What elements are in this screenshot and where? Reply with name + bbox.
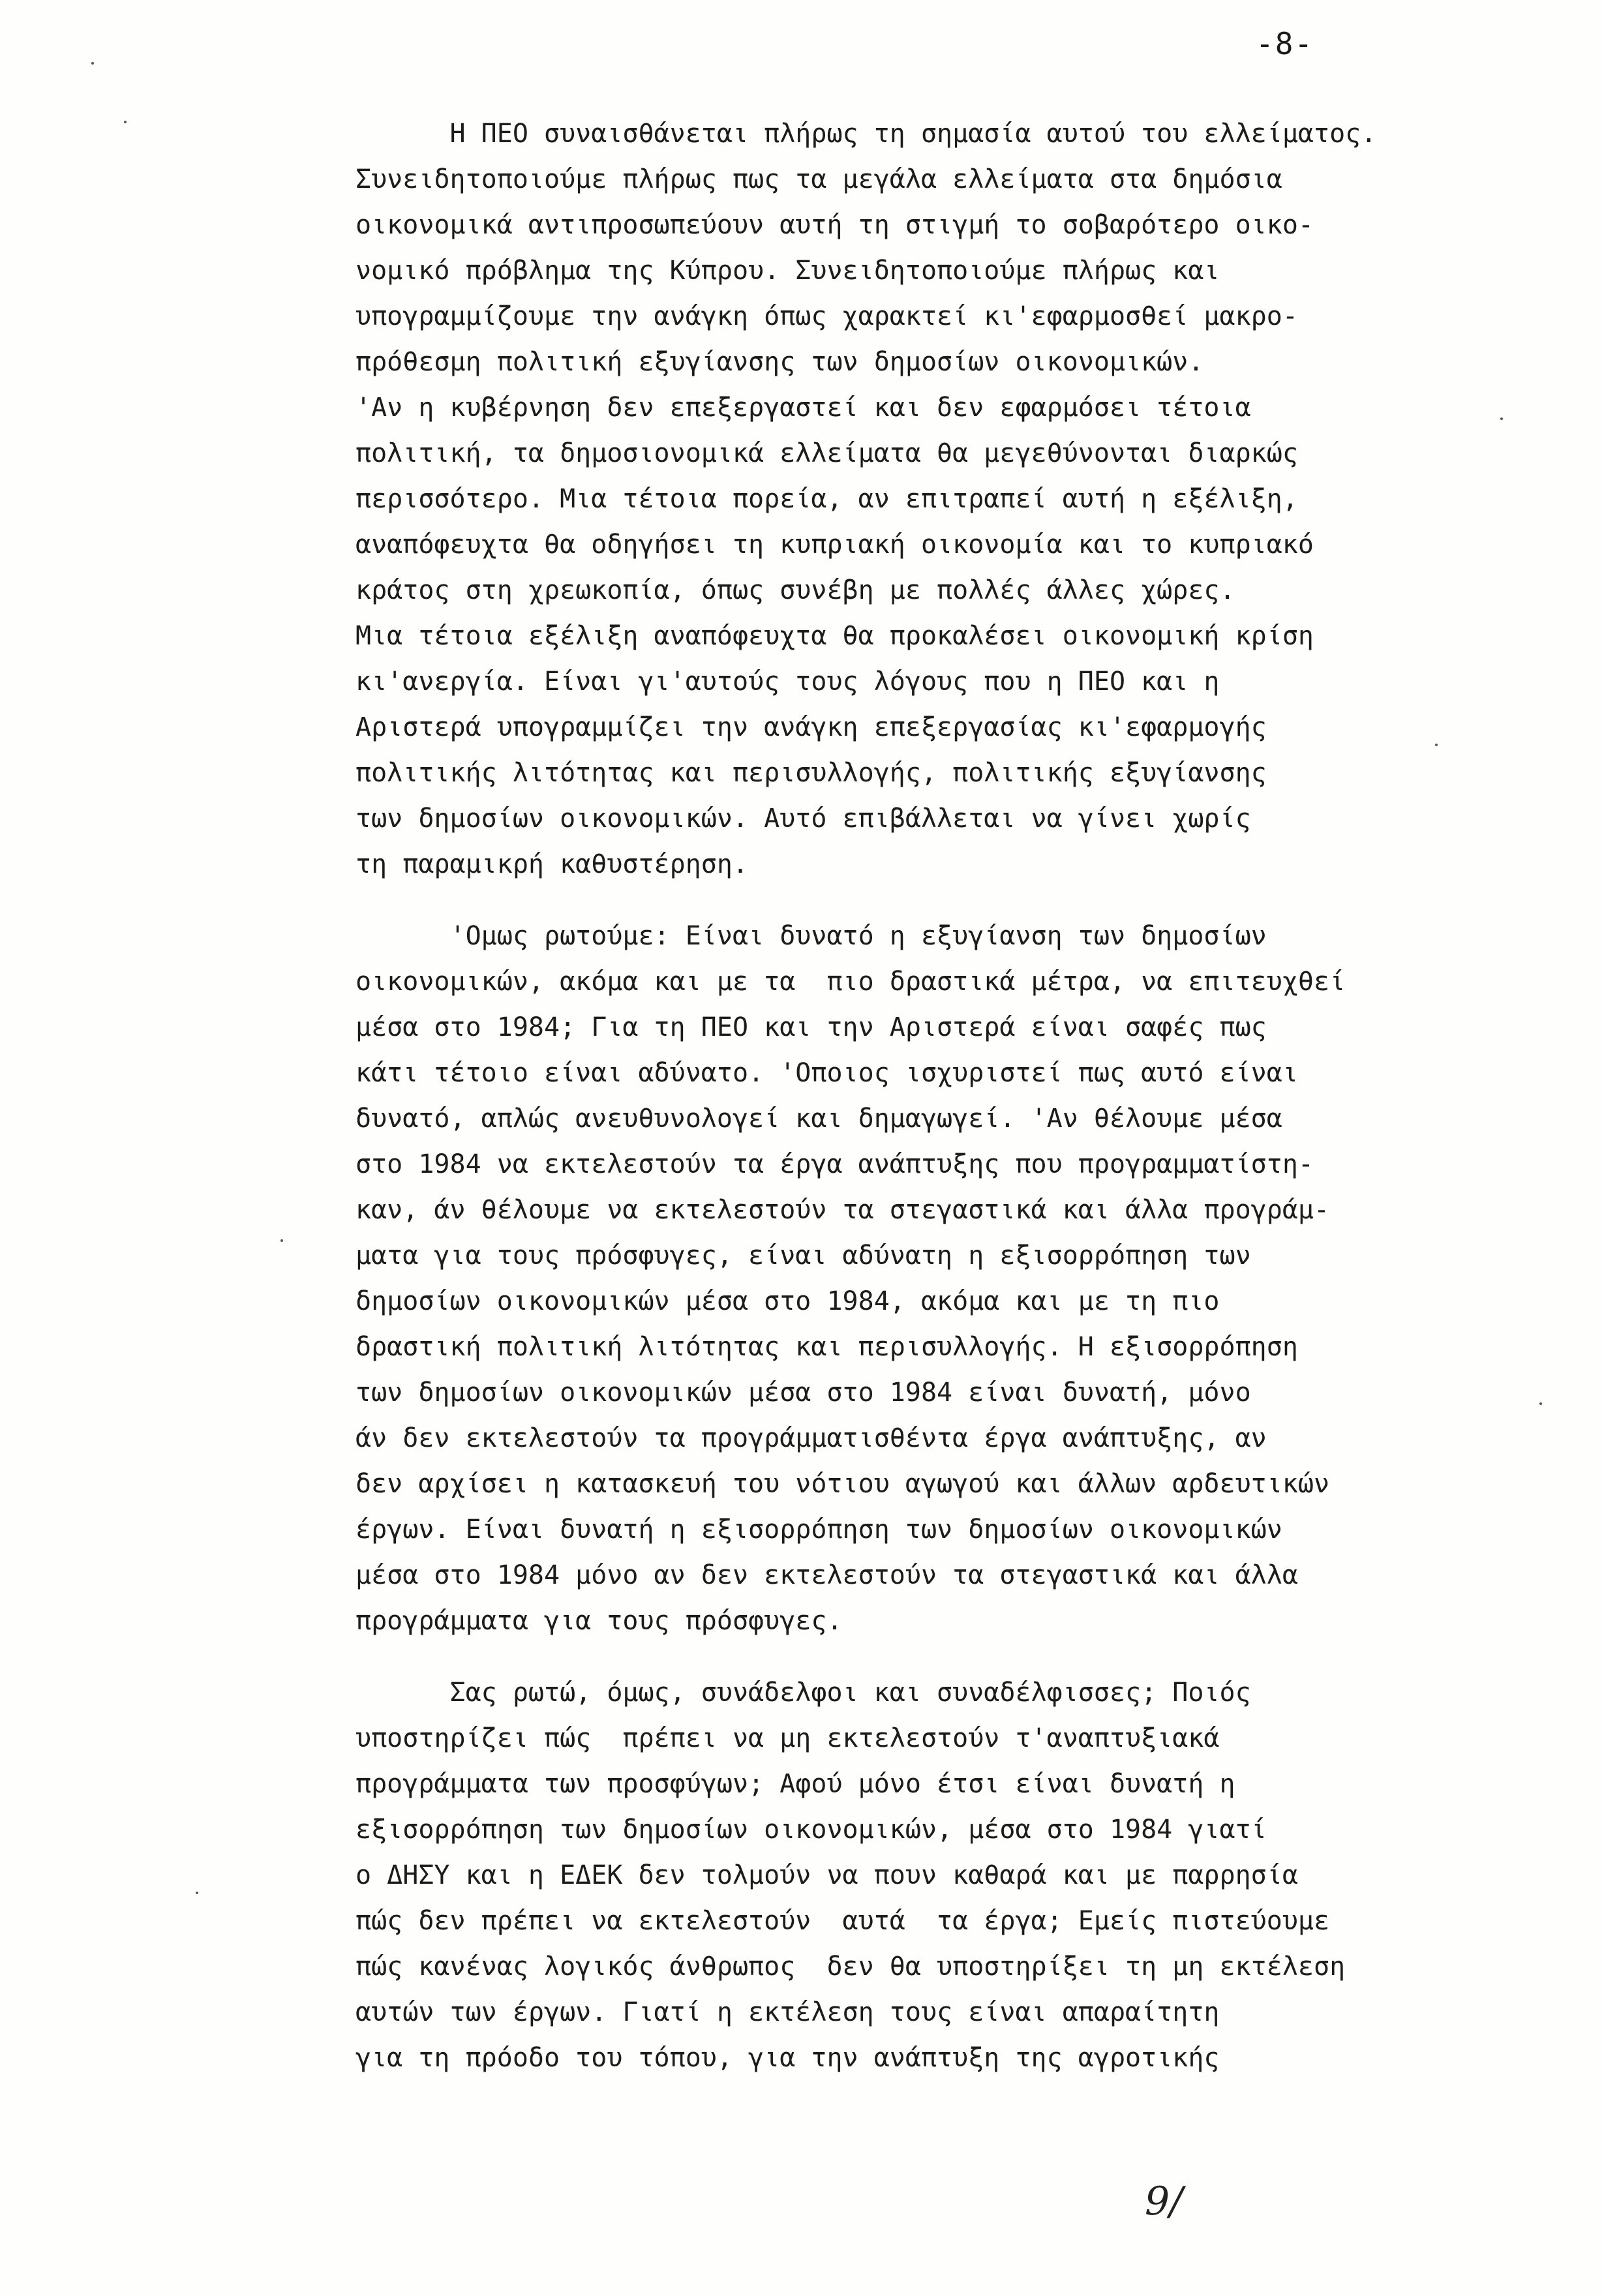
text-line: Συνειδητοποιούμε πλήρως πως τα μεγάλα ελλείματα στα δημόσια <box>356 164 1282 194</box>
scan-speck <box>91 62 94 65</box>
paragraph-spacer <box>356 1644 1582 1670</box>
text-line: Μια τέτοια εξέλιξη αναπόφευχτα θα προκαλέσει οικονομική κρίση <box>356 621 1314 651</box>
text-line: καν, άν θέλουμε να εκτελεστούν τα στεγαστικά και άλλα προγράμ- <box>356 1195 1330 1225</box>
text-line: δυνατό, απλώς ανευθυνολογεί και δημαγωγεί. 'Αν θέλουμε μέσα <box>356 1104 1282 1134</box>
paragraph-3 <box>356 1670 1582 2081</box>
text-line: για τη πρόοδο του τόπου, για την ανάπτυξη της αγροτικής <box>356 2043 1220 2073</box>
text-line: οικονομικά αντιπροσωπεύουν αυτή τη στιγμή το σοβαρότερο οικο- <box>356 210 1314 240</box>
text-line: υπογραμμίζουμε την ανάγκη όπως χαρακτεί κι'εφαρμοσθεί μακρο- <box>356 301 1298 331</box>
text-line: Αριστερά υπογραμμίζει την ανάγκη επεξεργασίας κι'εφαρμογής <box>356 712 1267 742</box>
text-line: Σας ρωτώ, όμως, συνάδελφοι και συναδέλφισσες; Ποιός <box>356 1678 1251 1708</box>
text-line: των δημοσίων οικονομικών. Αυτό επιβάλλεται να γίνει χωρίς <box>356 804 1251 834</box>
text-line: υποστηρίζει πώς πρέπει να μη εκτελεστούν τ'αναπτυξιακά <box>356 1723 1220 1753</box>
text-line: εξισορρόπηση των δημοσίων οικονομικών, μέσα στο 1984 γιατί <box>356 1815 1267 1845</box>
text-line: δεν αρχίσει η κατασκευή του νότιου αγωγού και άλλων αρδευτικών <box>356 1469 1330 1499</box>
text-line: 'Ομως ρωτούμε: Είναι δυνατό η εξυγίανση των δημοσίων <box>356 921 1267 951</box>
text-line: Η ΠΕΟ συναισθάνεται πλήρως τη σημασία αυτού του ελλείματος. <box>356 119 1377 149</box>
text-line: πώς δεν πρέπει να εκτελεστούν αυτά τα έργα; Εμείς πιστεύουμε <box>356 1906 1330 1936</box>
text-line: μέσα στο 1984; Για τη ΠΕΟ και την Αριστερά είναι σαφές πως <box>356 1012 1267 1042</box>
text-line: στο 1984 να εκτελεστούν τα έργα ανάπτυξης που προγραμματίστη- <box>356 1149 1314 1179</box>
text-line: αυτών των έργων. Γιατί η εκτέλεση τους είναι απαραίτητη <box>356 1997 1220 2027</box>
text-line: έργων. Είναι δυνατή η εξισορρόπηση των δημοσίων οικονομικών <box>356 1515 1282 1545</box>
paragraph-2 <box>356 913 1582 1644</box>
text-line: 'Αν η κυβέρνηση δεν επεξεργαστεί και δεν εφαρμόσει τέτοια <box>356 393 1251 423</box>
paragraph-spacer <box>356 887 1582 913</box>
text-line: νομικό πρόβλημα της Κύπρου. Συνειδητοποιούμε πλήρως και <box>356 256 1220 286</box>
text-line: περισσότερο. Μια τέτοια πορεία, αν επιτραπεί αυτή η εξέλιξη, <box>356 484 1298 514</box>
document-body <box>356 111 1582 2081</box>
text-line: κράτος στη χρεωκοπία, όπως συνέβη με πολλές άλλες χώρες. <box>356 575 1235 605</box>
text-line: τη παραμικρή καθυστέρηση. <box>356 849 749 879</box>
text-line: ματα για τους πρόσφυγες, είναι αδύνατη η εξισορρόπηση των <box>356 1241 1251 1271</box>
text-line: πολιτική, τα δημοσιονομικά ελλείματα θα μεγεθύνονται διαρκώς <box>356 438 1298 468</box>
scan-speck <box>280 1239 283 1242</box>
text-line: ο ΔΗΣΥ και η ΕΔΕΚ δεν τολμούν να πουν καθαρά και με παρρησία <box>356 1860 1298 1890</box>
text-line: άν δεν εκτελεστούν τα προγράμματισθέντα έργα ανάπτυξης, αν <box>356 1423 1267 1453</box>
text-line: προγράμματα των προσφύγων; Αφού μόνο έτσι είναι δυνατή η <box>356 1769 1235 1799</box>
scan-speck <box>196 1892 198 1894</box>
text-line: πολιτικής λιτότητας και περισυλλογής, πολιτικής εξυγίανσης <box>356 758 1267 788</box>
handwritten-page-mark: 9/ <box>1145 2179 1183 2224</box>
text-line: αναπόφευχτα θα οδηγήσει τη κυπριακή οικονομία και το κυπριακό <box>356 530 1314 560</box>
text-line: των δημοσίων οικονομικών μέσα στο 1984 είναι δυνατή, μόνο <box>356 1378 1251 1408</box>
text-line: κάτι τέτοιο είναι αδύνατο. 'Οποιος ισχυριστεί πως αυτό είναι <box>356 1058 1298 1088</box>
page-number: -8- <box>1256 26 1314 61</box>
text-line: δημοσίων οικονομικών μέσα στο 1984, ακόμα και με τη πιο <box>356 1286 1220 1316</box>
text-line: δραστική πολιτική λιτότητας και περισυλλογής. Η εξισορρόπηση <box>356 1332 1298 1362</box>
scan-speck <box>1539 1402 1542 1405</box>
text-line: οικονομικών, ακόμα και με τα πιο δραστικά μέτρα, να επιτευχθεί <box>356 967 1346 997</box>
text-line: μέσα στο 1984 μόνο αν δεν εκτελεστούν τα στεγαστικά και άλλα <box>356 1560 1298 1590</box>
paragraph-1 <box>356 111 1582 887</box>
text-line: πρόθεσμη πολιτική εξυγίανσης των δημοσίων οικονομικών. <box>356 347 1204 377</box>
scan-speck <box>1435 744 1438 746</box>
scan-speck <box>1500 417 1503 420</box>
text-line: πώς κανένας λογικός άνθρωπος δεν θα υποστηρίξει τη μη εκτέλεση <box>356 1952 1346 1982</box>
text-line: προγράμματα για τους πρόσφυγες. <box>356 1606 843 1636</box>
text-line: κι'ανεργία. Είναι γι'αυτούς τους λόγους που η ΠΕΟ και η <box>356 667 1220 697</box>
scan-speck <box>124 121 127 123</box>
